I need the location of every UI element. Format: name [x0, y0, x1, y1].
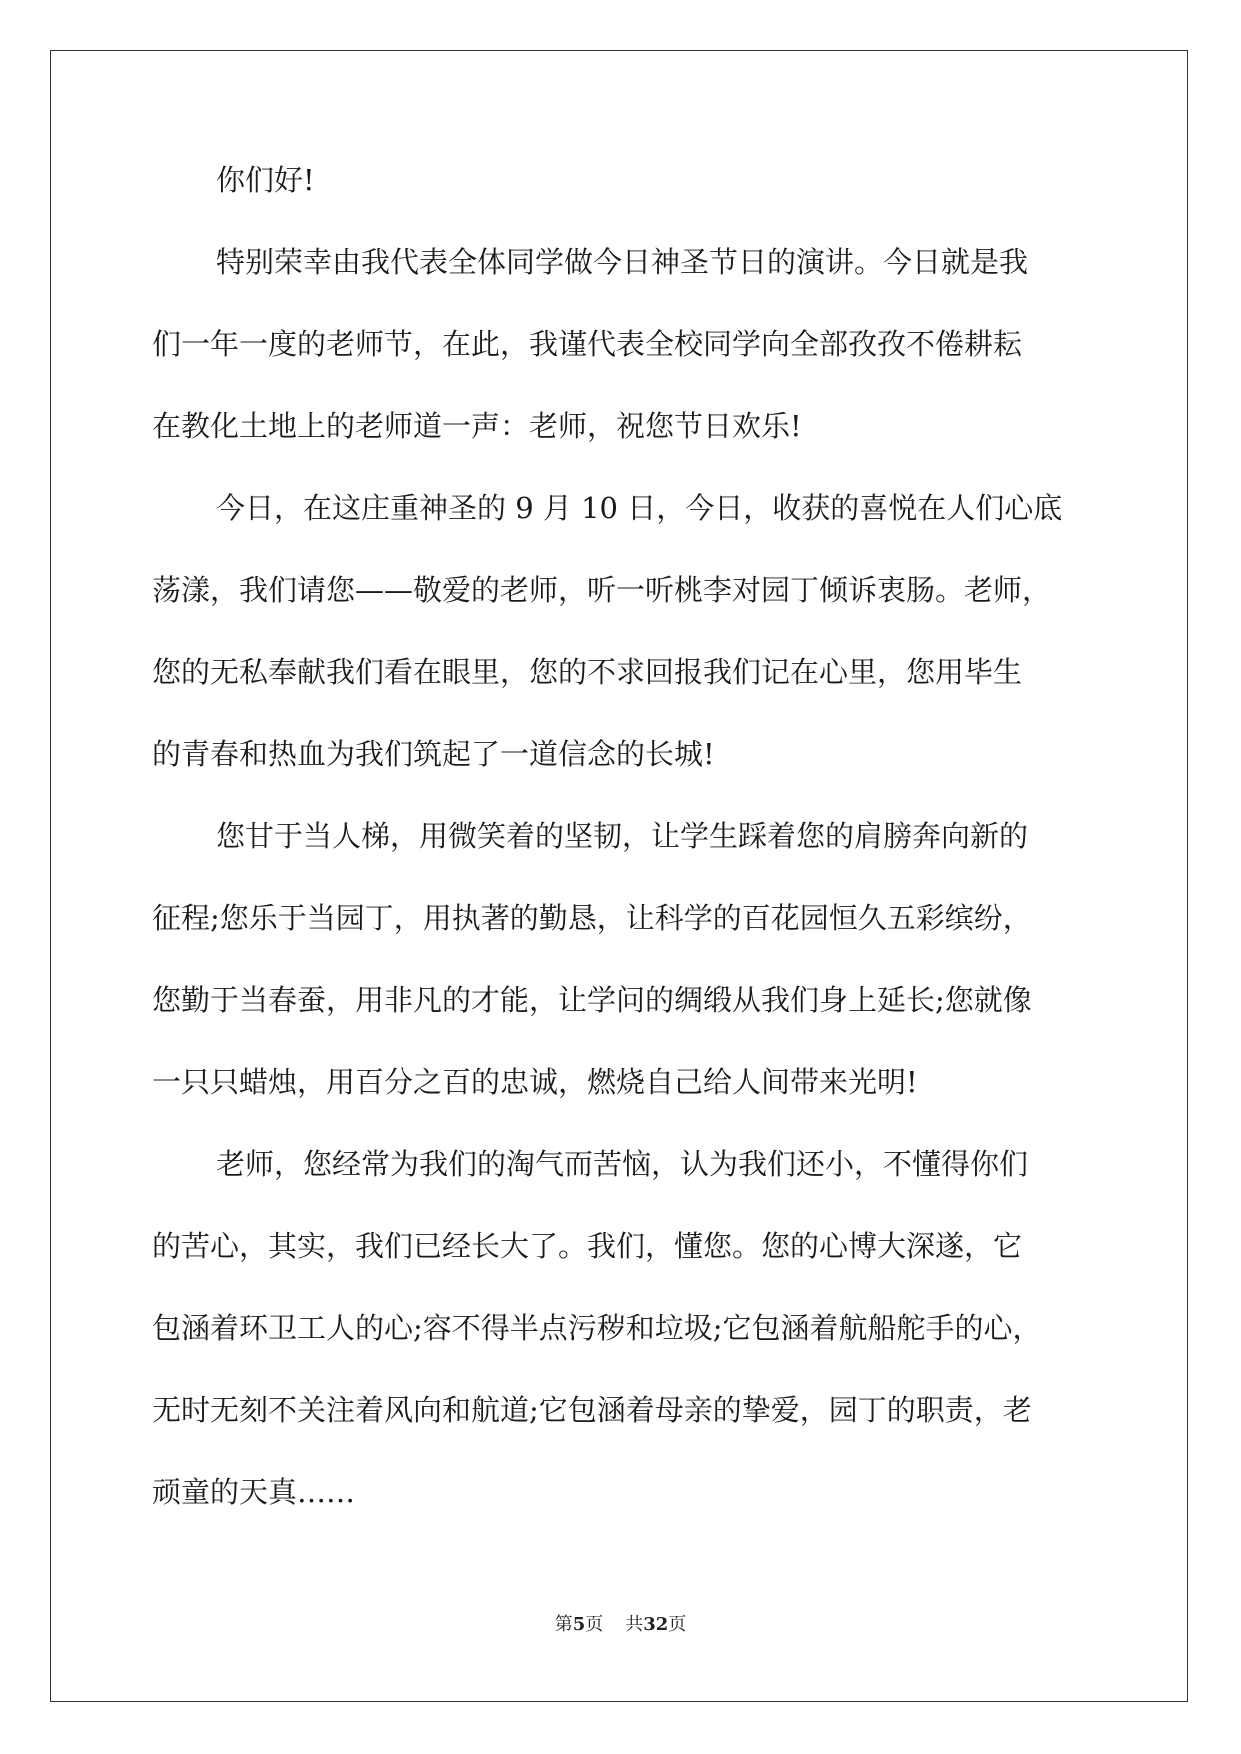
total-pages-number: 32 [643, 1614, 669, 1635]
text-line: 们一年一度的老师节，在此，我谨代表全校同学向全部孜孜不倦耕耘 [152, 327, 1023, 361]
text-line: 在教化土地上的老师道一声：老师，祝您节日欢乐! [152, 409, 802, 443]
footer-prefix: 第 [554, 1614, 573, 1635]
text-line: 今日，在这庄重神圣的 9 月 10 日，今日，收获的喜悦在人们心底 [216, 491, 1063, 525]
text-line: 老师，您经常为我们的淘气而苦恼，认为我们还小，不懂得你们 [216, 1147, 1029, 1181]
text-line: 您勤于当春蚕，用非凡的才能，让学问的绸缎从我们身上延长;您就像 [152, 983, 1032, 1017]
text-line: 特别荣幸由我代表全体同学做今日神圣节日的演讲。今日就是我 [216, 245, 1029, 279]
text-line: 您的无私奉献我们看在眼里，您的不求回报我们记在心里，您用毕生 [152, 655, 1023, 689]
text-line: 荡漾，我们请您——敬爱的老师，听一听桃李对园丁倾诉衷肠。老师， [152, 573, 1052, 607]
footer-total-suffix: 页 [668, 1614, 687, 1635]
text-line: 征程;您乐于当园丁，用执著的勤恳，让科学的百花园恒久五彩缤纷， [152, 901, 1032, 935]
page-footer [0, 1610, 1241, 1636]
footer-total-prefix: 共 [625, 1614, 644, 1635]
footer-page-suffix: 页 [585, 1614, 604, 1635]
text-line: 顽童的天真…… [152, 1475, 356, 1509]
text-line: 的青春和热血为我们筑起了一道信念的长城! [152, 737, 715, 771]
document-body [152, 159, 1092, 1553]
text-line: 无时无刻不关注着风向和航道;它包涵着母亲的挚爱，园丁的职责，老 [152, 1393, 1032, 1427]
text-line: 包涵着环卫工人的心;容不得半点污秽和垃圾;它包涵着航船舵手的心， [152, 1311, 1042, 1345]
current-page-number: 5 [572, 1614, 586, 1635]
text-line: 您甘于当人梯，用微笑着的坚韧，让学生踩着您的肩膀奔向新的 [216, 819, 1029, 853]
text-line: 一只只蜡烛，用百分之百的忠诚，燃烧自己给人间带来光明! [152, 1065, 918, 1099]
text-line: 的苦心，其实，我们已经长大了。我们，懂您。您的心博大深遂，它 [152, 1229, 1023, 1263]
text-line: 你们好! [216, 163, 315, 197]
